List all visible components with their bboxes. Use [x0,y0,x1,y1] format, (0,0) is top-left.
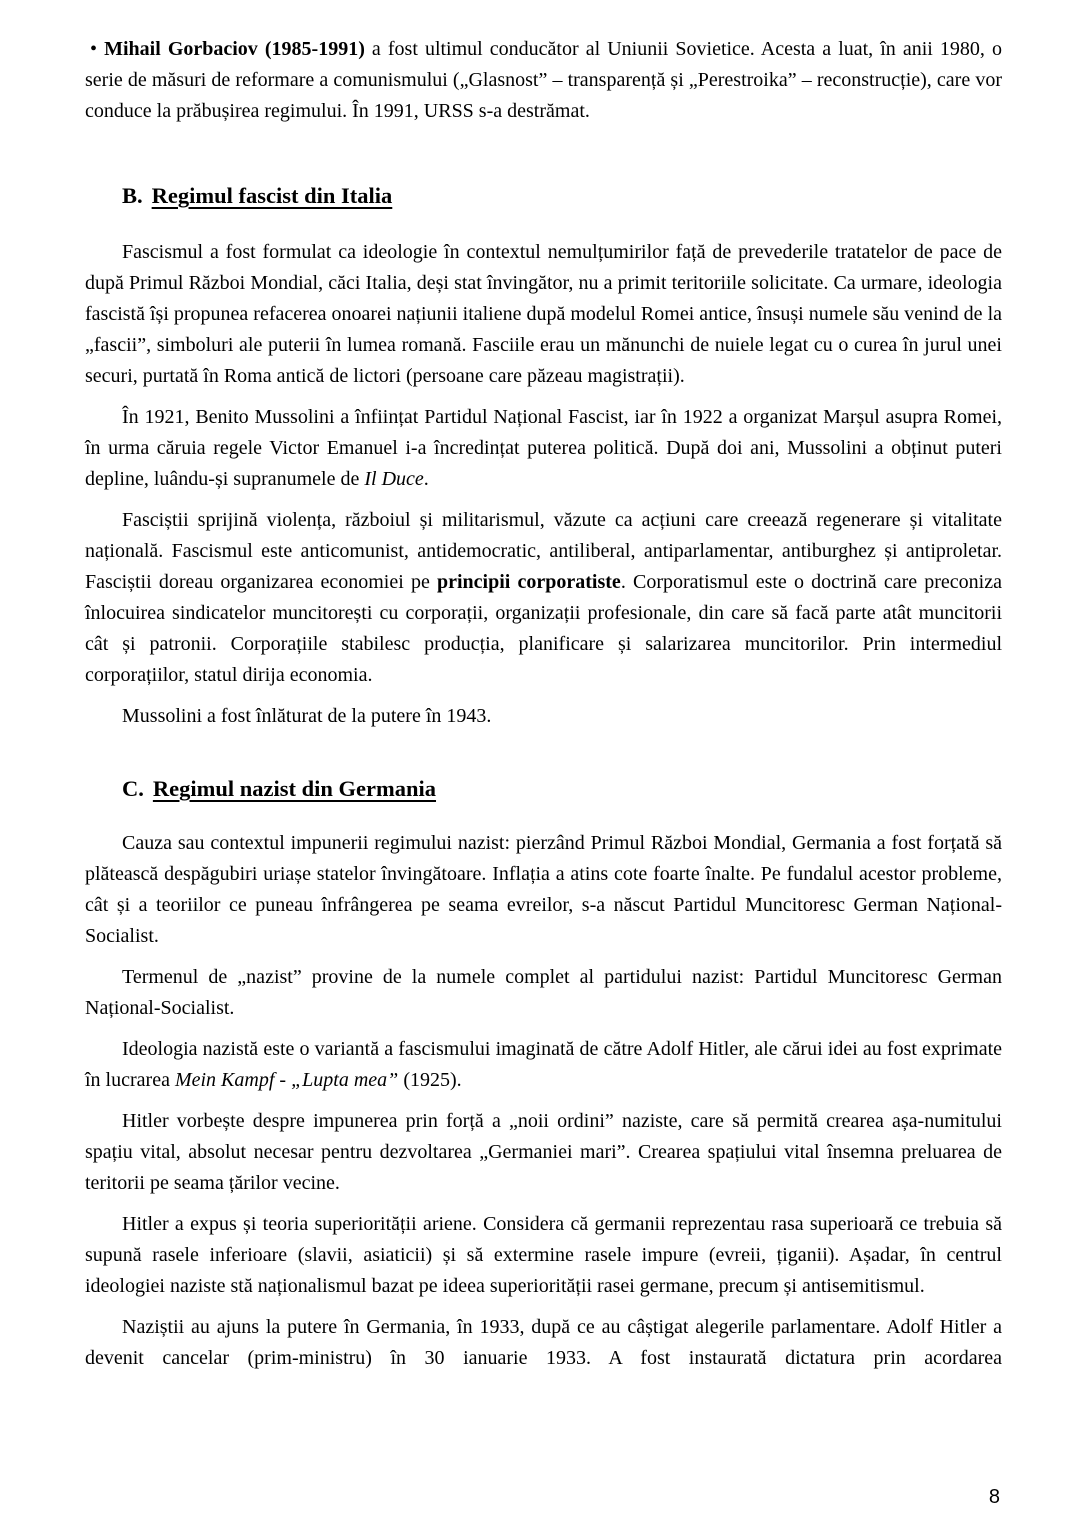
section-nazi-germany [85,774,1002,1374]
paragraph-nazi-term: Termenul de „nazist” provine de la numele complet al partidului nazist: Partidul Muncitoresc German Național-Socialist. [85,966,1002,1019]
section-b-title: Regimul fascist din Italia [151,183,393,208]
section-fascist-italy [85,181,1002,732]
section-c-heading [122,774,1002,804]
paragraph-nazi-power: Naziștii au ajuns la putere în Germania, în 1933, după ce au câștigat alegerile parlamentare. Adolf Hitler a devenit cancelar (prim-ministru) în 30 ianuarie 1933. A fost instaurată dictatura prin acordarea [85,1316,1002,1369]
paragraph-nazi-context: Cauza sau contextul impunerii regimului nazist: pierzând Primul Război Mondial, Germania a fost forțată să plătească despăgubiri uriașe statelor învingătoare. Inflația a atins cote foarte înalte. Pe fundalul acestor probleme, cât și a teoriilor ce puneau înfrângerea pe seama evreilor, s-a născut Partidul Muncitoresc German Național-Socialist. [85,832,1002,947]
section-c-title: Regimul nazist din Germania [152,776,437,801]
section-b-label: B. [122,183,143,208]
paragraph-nazi-ideology: Ideologia nazistă este o variantă a fascismului imaginată de către Adolf Hitler, ale cărui idei au fost exprimate în lucrarea Mein Kampf - „Lupta mea” (1925). [85,1038,1002,1091]
section-c-label: C. [122,776,144,801]
paragraph-fascist-ideology: Fasciștii sprijină violența, războiul și militarismul, văzute ca acțiuni care creează regenerare și vitalitate națională. Fascismul este anticomunist, antidemocratic, antiliberal, antiparlamentar, antiburghez și antiproletar. Fasciștii doreau organizarea economiei pe principii corporatiste. Corporatismul este o doctrină care preconiza înlocuirea sindicatelor muncitorești cu corporații, organizații profesionale, din care să facă parte atât muncitorii cât și patronii. Corporațiile stabilesc producția, planificare și salarizarea muncitorilor. Prin intermediul corporațiilor, statul dirija economia. [85,509,1002,686]
paragraph-mussolini-removal: Mussolini a fost înlăturat de la putere în 1943. [122,705,492,727]
paragraph-fascism-origin: Fascismul a fost formulat ca ideologie în contextul nemulțumirilor față de prevederile tratatelor de pace de după Primul Război Mondial, căci Italia, deși stat învingător, nu a primit teritoriile solicitate. Ca urmare, ideologia fascistă își propunea refacerea onoarei națiunii italiene după modelul Romei antice, însuși numele său venind de la „fascii”, simboluri ale puterii în lumea romană. Fasciile erau un mănunchi de nuiele legat cu o curea în jurul unei securi, purtată în Roma antică de lictori (persoane care păzeau magistrații). [85,241,1002,387]
section-b-heading [122,181,1002,211]
intro-bullet-paragraph: • Mihail Gorbaciov (1985-1991) a fost ultimul conducător al Uniunii Sovietice. Acesta a luat, în anii 1980, o serie de măsuri de reformare a comunismului („Glasnost” – transparență și „Perestroika” – reconstrucție), care vor conduce la prăbușirea regimului. În 1991, URSS s-a destrămat. [85,38,1003,122]
page-number: 8 [988,1486,1000,1508]
paragraph-lebensraum: Hitler vorbește despre impunerea prin forță a „noii ordini” naziste, care să permită crearea așa-numitului spațiu vital, absolut necesar pentru dezvoltarea „Germaniei mari”. Crearea spațiului vital însemna preluarea de teritorii pe seama țărilor vecine. [85,1110,1002,1194]
paragraph-aryan-superiority: Hitler a expus și teoria superiorității ariene. Considera că germanii reprezentau rasa superioară ce trebuia să supună rasele inferioare (slavii, asiaticii) și să extermine rasele impure (evreii, țiganii). Așadar, în centrul ideologiei naziste stă naționalismul bazat pe ideea superiorității rasei germane, precum și antisemitismul. [85,1213,1002,1297]
paragraph-mussolini-rise: În 1921, Benito Mussolini a înființat Partidul Național Fascist, iar în 1922 a organizat Marșul asupra Romei, în urma căruia regele Victor Emanuel i-a încredințat puterea politică. După doi ani, Mussolini a obținut puteri depline, luându-și supranumele de Il Duce. [85,406,1002,490]
